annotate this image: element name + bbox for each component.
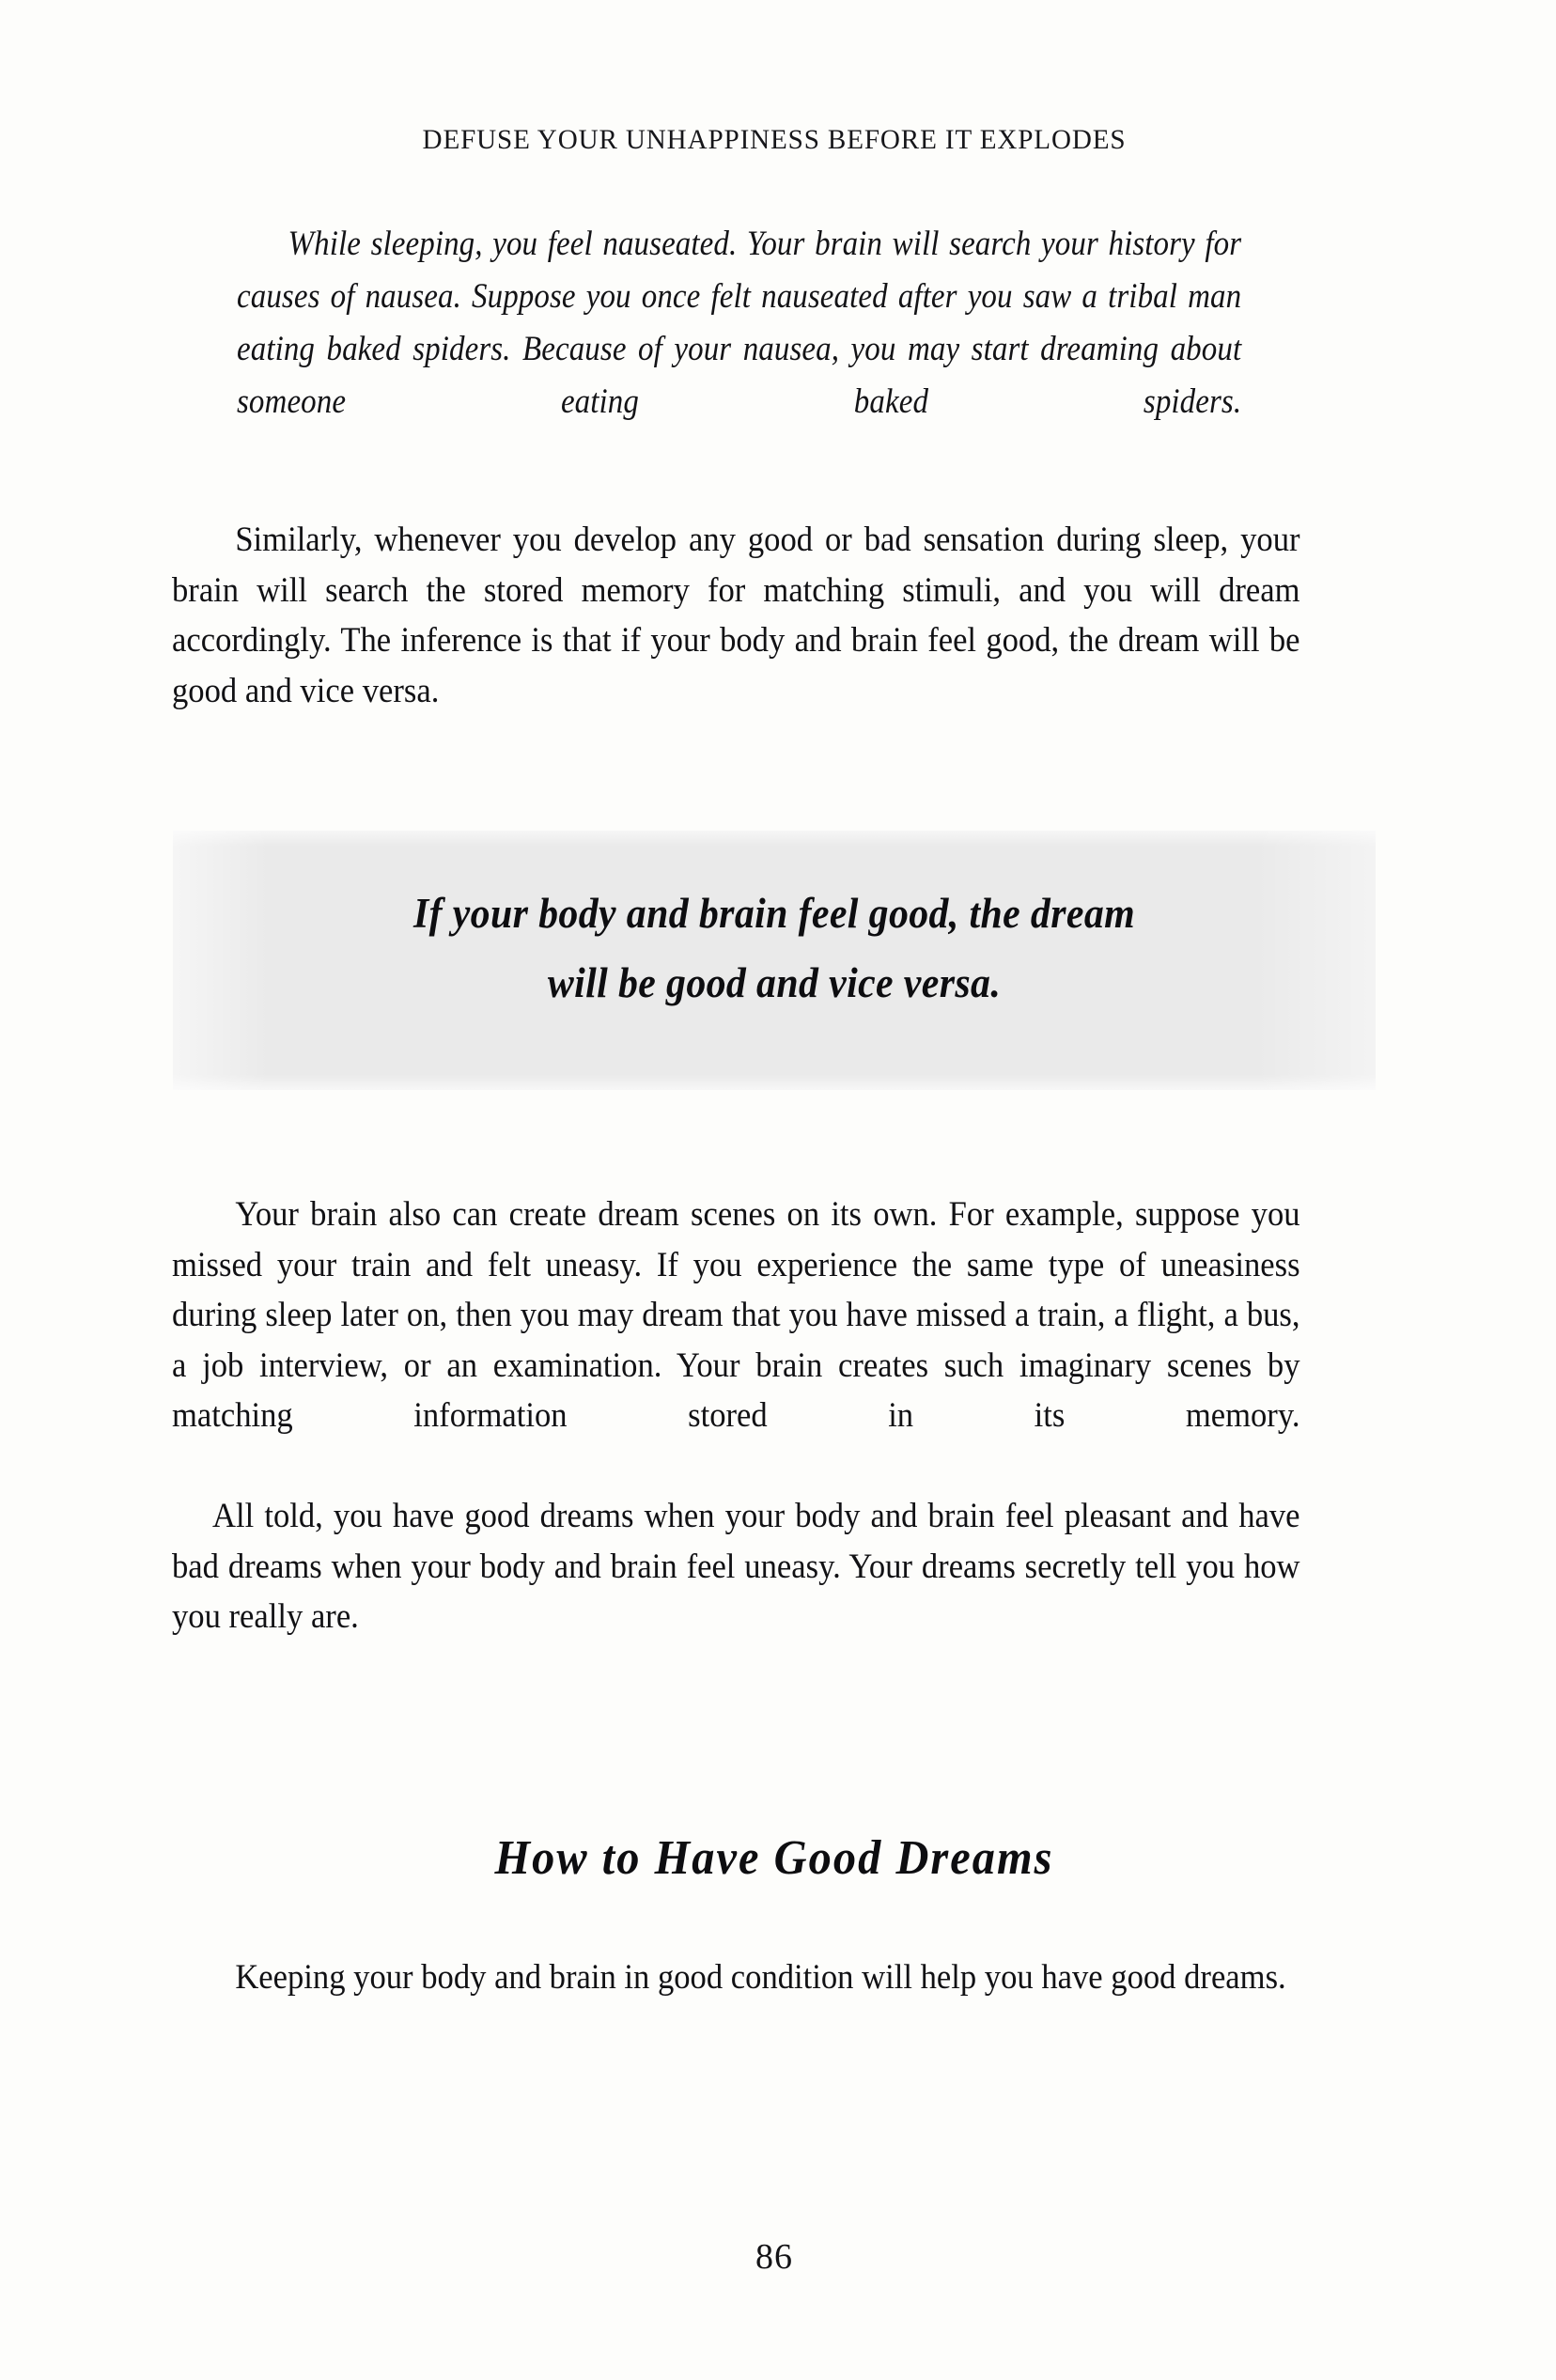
body-paragraph-2: Your brain also can create dream scenes on its own. For example, suppose you missed your train and felt uneasy. If you experience the same type of uneasiness during sleep later on, then you may dream that you have missed a train, a flight, a bus, a job interview, or an examination. Your brain creates such imaginary scenes by matching information stored in its memory.: [172, 1195, 1300, 1435]
body-paragraph-4-container: [172, 1952, 1300, 2003]
body-paragraph-4: Keeping your body and brain in good condition will help you have good dreams.: [235, 1958, 1286, 1997]
body-paragraph-1: Similarly, whenever you develop any good or bad sensation during sleep, your brain will search the stored memory for matching stimuli, and you will dream accordingly. The inference is that if your body and brain feel good, the dream will be good and vice versa.: [172, 521, 1300, 710]
epigraph-block: While sleeping, you feel nauseated. Your brain will search your history for causes of nausea. Suppose you once felt nauseated after you saw a tribal man eating baked spiders. Because of your nausea, you may start dreaming about someone eating baked spiders.: [237, 225, 1242, 421]
body-paragraphs-container: [172, 1190, 1300, 1642]
body-paragraph-3: All told, you have good dreams when your body and brain feel pleasant and have bad dreams when your body and brain feel uneasy. Your dreams secretly tell you how you really are.: [172, 1497, 1300, 1636]
page-number: 86: [755, 2237, 793, 2277]
body-paragraph-1-container: [172, 515, 1300, 716]
section-heading: How to Have Good Dreams: [494, 1831, 1054, 1885]
pullquote: [215, 879, 1333, 1018]
pullquote-line-1: If your body and brain feel good, the dream: [412, 890, 1136, 937]
pullquote-line-2: will be good and vice versa.: [547, 959, 1002, 1006]
running-head: DEFUSE YOUR UNHAPPINESS BEFORE IT EXPLODES: [422, 124, 1127, 155]
